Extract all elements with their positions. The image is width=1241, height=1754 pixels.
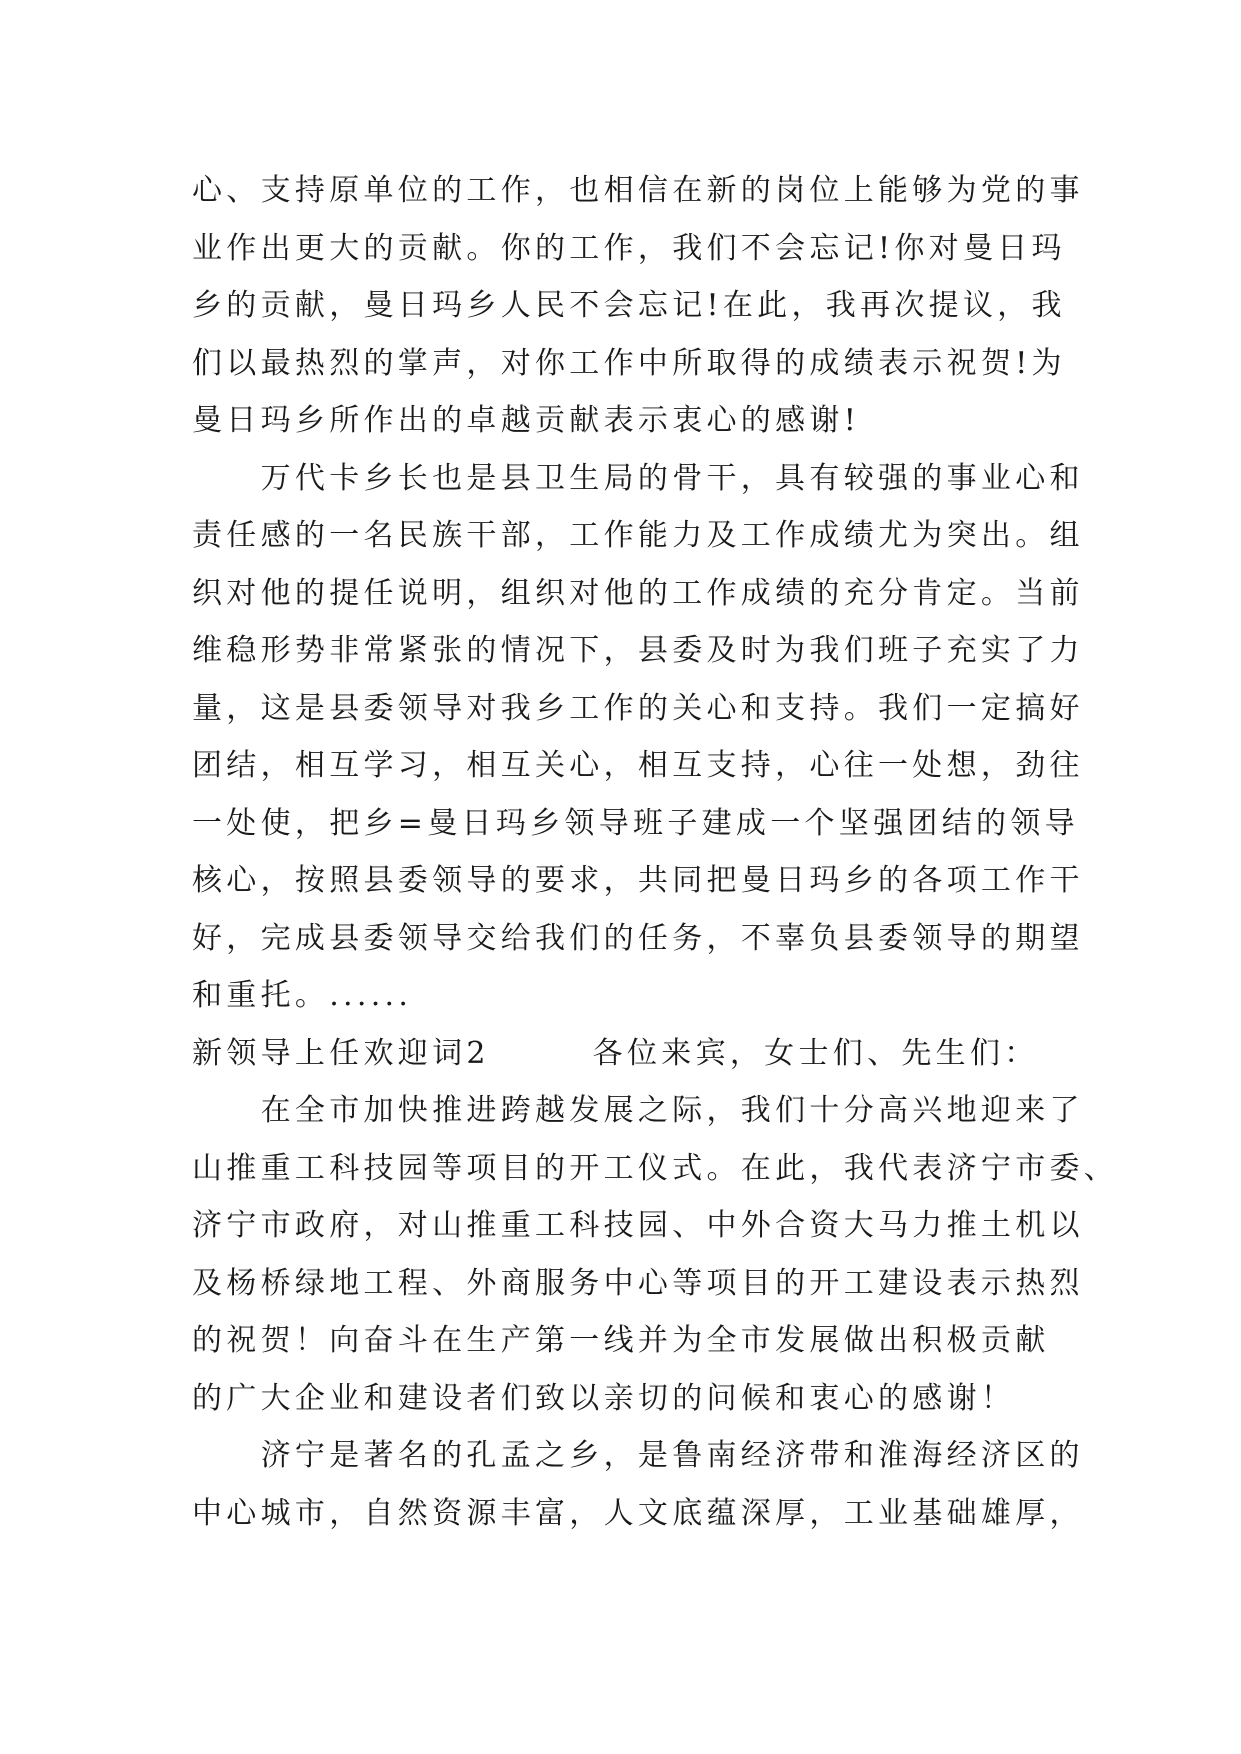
text-line: 万代卡乡长也是县卫生局的骨干，具有较强的事业心和 (192, 460, 1084, 496)
text-line: 山推重工科技园等项目的开工仪式。在此，我代表济宁市委、 (192, 1150, 1119, 1186)
text-line: 团结，相互学习，相互关心，相互支持，心往一处想，劲往 (192, 748, 1084, 783)
text-line: 和重托。...... (192, 978, 413, 1013)
text-line: 好，完成县委领导交给我们的任务，不辜负县委领导的期望 (192, 920, 1084, 956)
text-line: 心、支持原单位的工作，也相信在新的岗位上能够为党的事 (192, 173, 1084, 208)
text-line: 责任感的一名民族干部，工作能力及工作成绩尤为突出。组 (192, 518, 1084, 553)
text-line: 业作出更大的贡献。你的工作，我们不会忘记!你对曼日玛 (192, 230, 1066, 266)
text-line: 中心城市，自然资源丰富，人文底蕴深厚，工业基础雄厚， (192, 1495, 1084, 1531)
text-line: 量，这是县委领导对我乡工作的关心和支持。我们一定搞好 (192, 690, 1084, 726)
text-line: 乡的贡献，曼日玛乡人民不会忘记!在此，我再次提议，我 (192, 288, 1066, 323)
text-line: 济宁是著名的孔孟之乡，是鲁南经济带和淮海经济区的 (192, 1438, 1084, 1473)
text-line: 核心，按照县委领导的要求，共同把曼日玛乡的各项工作干 (192, 863, 1084, 898)
text-line: 的祝贺！向奋斗在生产第一线并为全市发展做出积极贡献 (192, 1323, 1050, 1358)
text-line: 织对他的提任说明，组织对他的工作成绩的充分肯定。当前 (192, 575, 1084, 611)
text-line: 在全市加快推进跨越发展之际，我们十分高兴地迎来了 (192, 1093, 1084, 1128)
text-line: 济宁市政府，对山推重工科技园、中外合资大马力推土机以 (192, 1208, 1084, 1243)
text-line: 曼日玛乡所作出的卓越贡献表示衷心的感谢! (192, 403, 861, 438)
text-line: 维稳形势非常紧张的情况下，县委及时为我们班子充实了力 (192, 633, 1084, 668)
text-line: 的广大企业和建设者们致以亲切的问候和衷心的感谢！ (192, 1380, 1016, 1416)
text-line: 及杨桥绿地工程、外商服务中心等项目的开工建设表示热烈 (192, 1265, 1084, 1301)
section-heading-line: 新领导上任欢迎词2 各位来宾，女士们、先生们： (192, 1035, 1039, 1071)
text-line: 一处使，把乡=曼日玛乡领导班子建成一个坚强团结的领导 (192, 805, 1079, 841)
text-line: 们以最热烈的掌声，对你工作中所取得的成绩表示祝贺!为 (192, 345, 1066, 381)
document-body (192, 162, 1119, 1542)
